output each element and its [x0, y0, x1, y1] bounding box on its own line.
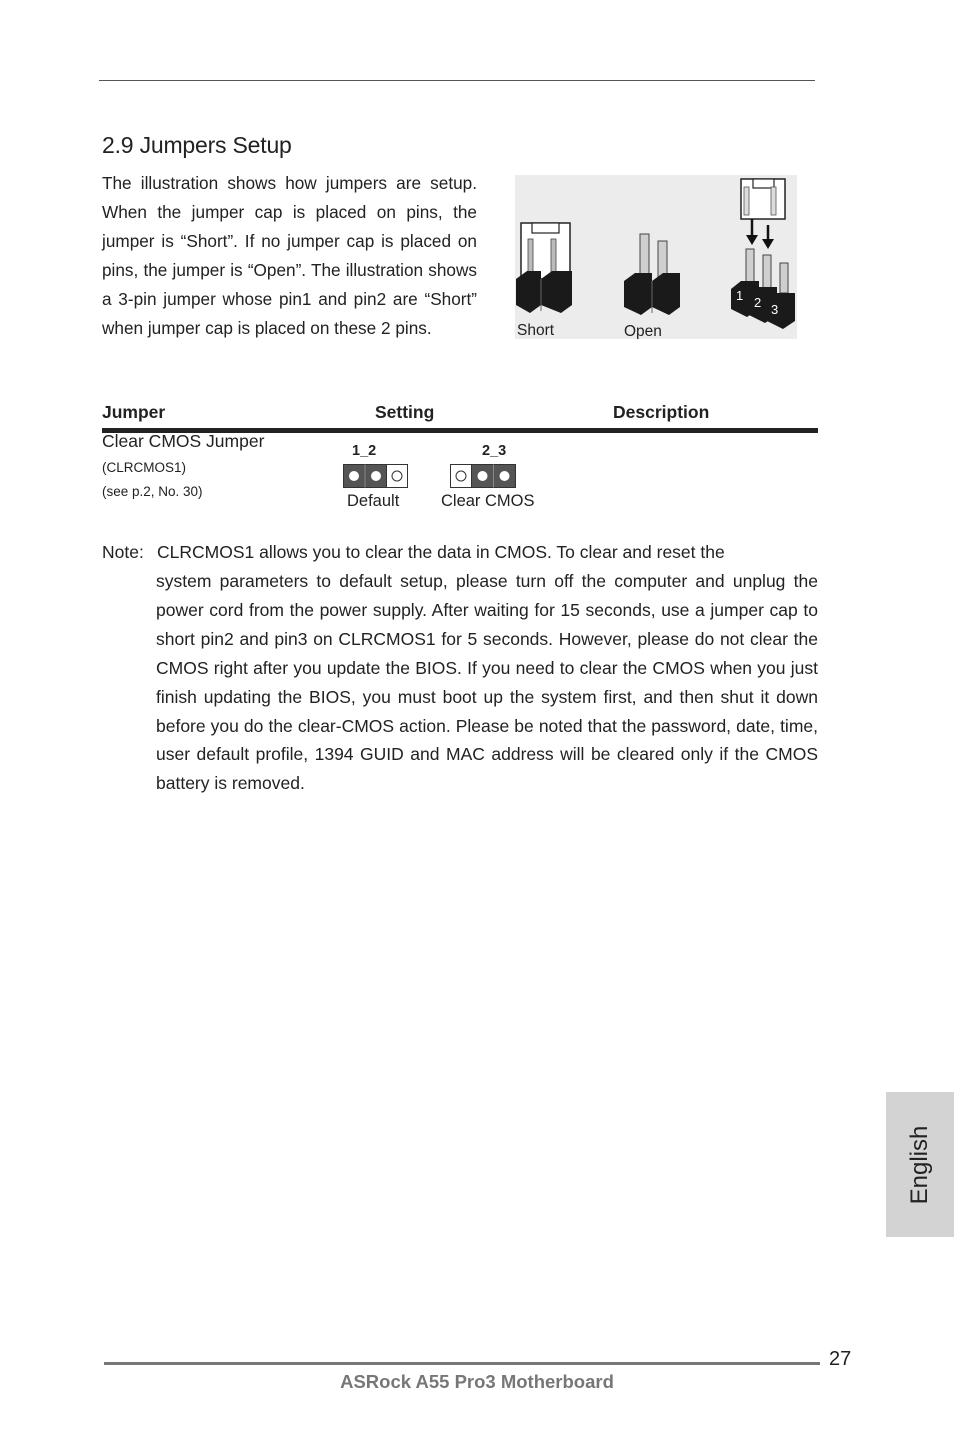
note-first-line: CLRCMOS1 allows you to clear the data in CMOS. To clear and reset the — [157, 542, 725, 562]
footer-rule — [104, 1362, 820, 1365]
language-tab-label: English — [906, 1125, 933, 1204]
note-label: Note: — [102, 542, 144, 562]
setting-pins-default: 1_2 — [352, 443, 377, 459]
jumper-name: Clear CMOS Jumper — [102, 431, 265, 451]
setting-caption-clear: Clear CMOS — [441, 492, 535, 510]
short-jumper-figure — [516, 223, 572, 313]
svg-text:2: 2 — [754, 295, 762, 310]
intro-paragraph: The illustration shows how jumpers are setup. When the jumper cap is placed on pins, the jumper is “Short”. If no jumper cap is placed on pins, the jumper is “Open”. The illustration shows a 3-pin jumper whose pin1 and pin2 are “Short” when jumper cap is placed on these 2 pins. — [102, 173, 477, 338]
col-header-description: Description — [613, 402, 710, 422]
pin-diagram-default — [343, 464, 409, 488]
note-body: system parameters to default setup, please turn off the computer and unplug the power cord from the power supply. After waiting for 15 seconds, use a jumper cap to short pin2 and pin3 on CLRCMOS1 for 5 seconds. However, please do not clear the CMOS right after you update the BIOS. If you need to clear the CMOS when you just finish updating the BIOS, you must boot up the system first, and then shut it down before you do the clear-CMOS action. Please be noted that the password, date, time, user default profile, 1394 GUID and MAC address will be cleared only if the CMOS battery is removed. — [156, 571, 818, 794]
short-label: Short — [517, 322, 555, 339]
jumper-reference: (see p.2, No. 30) — [102, 484, 203, 499]
footer-text: ASRock A55 Pro3 Motherboard — [340, 1371, 614, 1392]
setting-caption-default: Default — [347, 492, 400, 510]
col-header-jumper: Jumper — [102, 402, 166, 422]
language-tab — [886, 1092, 954, 1237]
section-title: 2.9 Jumpers Setup — [102, 132, 292, 158]
svg-text:1: 1 — [736, 288, 744, 303]
jumper-id: (CLRCMOS1) — [102, 460, 187, 475]
three-pin-jumper-figure — [731, 179, 795, 329]
svg-text:3: 3 — [771, 302, 779, 317]
pin-diagram-clear-cmos — [450, 464, 517, 488]
header-rule — [99, 80, 815, 81]
page-number: 27 — [829, 1348, 852, 1370]
open-jumper-figure — [624, 234, 680, 315]
setting-pins-clear: 2_3 — [482, 443, 507, 459]
open-label: Open — [624, 323, 662, 339]
jumper-illustration — [515, 175, 797, 339]
col-header-setting: Setting — [375, 402, 435, 422]
